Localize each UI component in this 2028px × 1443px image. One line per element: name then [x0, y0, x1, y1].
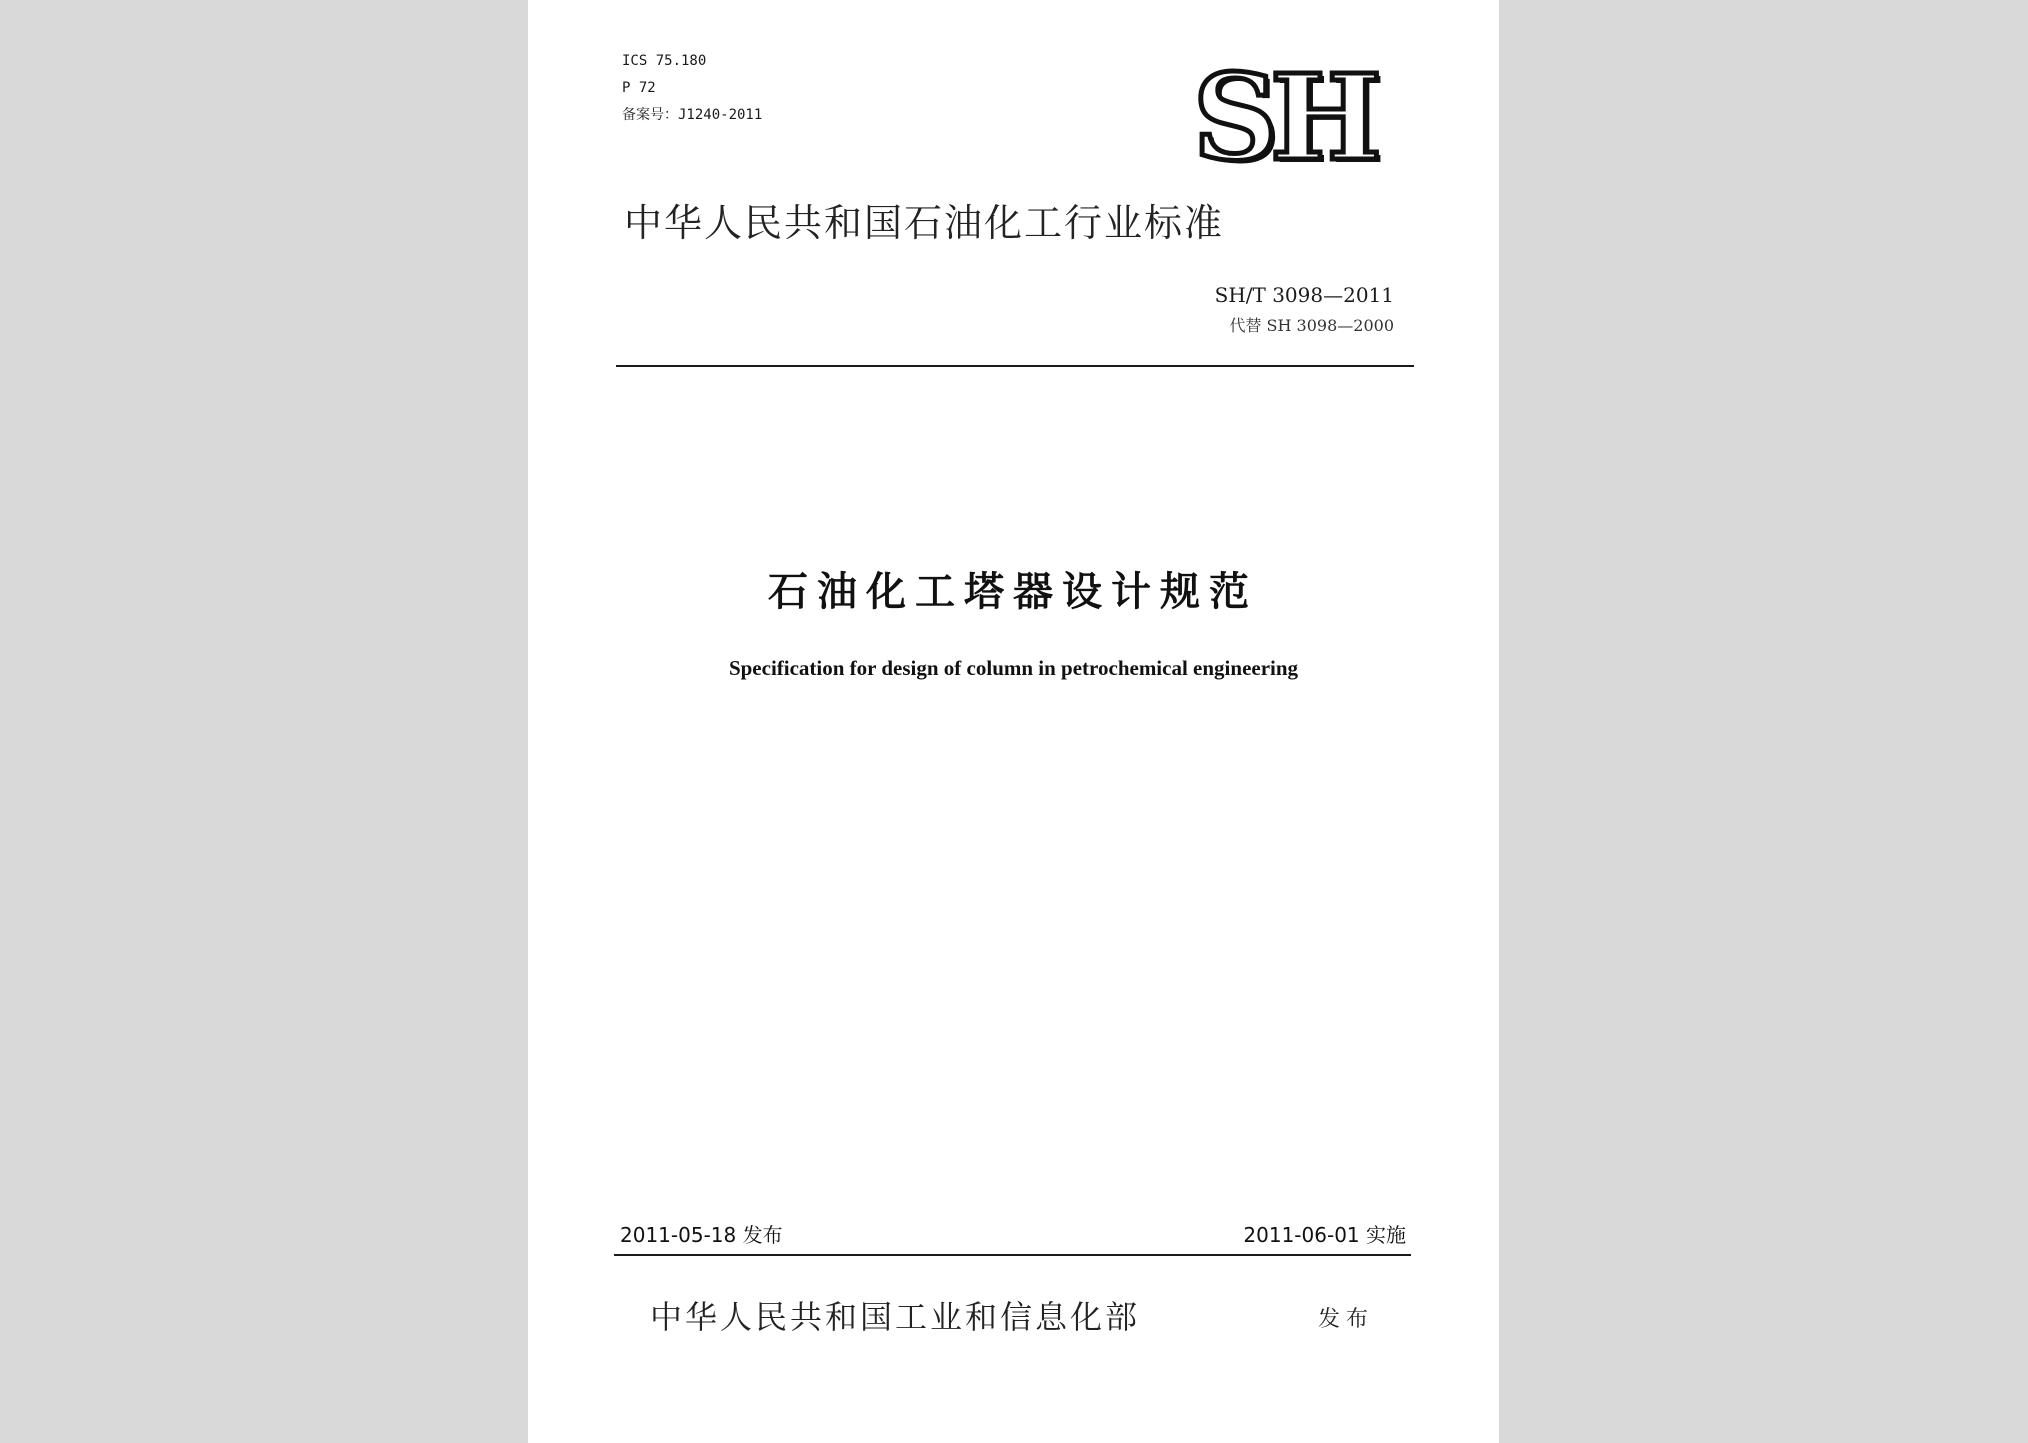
- effective-date: 2011-06-01 实施: [1243, 1223, 1406, 1247]
- ics-code: ICS 75.180: [622, 53, 707, 69]
- issuing-authority: 中华人民共和国工业和信息化部: [650, 1298, 1141, 1336]
- title-en: Specification for design of column in petrochemical engineering: [728, 656, 1299, 680]
- sh-logo: SH: [1193, 48, 1374, 187]
- standard-code: SH/T 3098—2011: [1214, 283, 1394, 307]
- footer-rule: [614, 1254, 1411, 1256]
- header-rule: [616, 365, 1414, 367]
- replaces-code: 代替 SH 3098—2000: [1229, 316, 1394, 335]
- document-page: [528, 0, 1499, 1443]
- main-title-zh: 石油化工塔器设计规范: [768, 569, 1258, 615]
- org-title: 中华人民共和国石油化工行业标准: [624, 201, 1225, 245]
- issue-date: 2011-05-18 发布: [620, 1223, 783, 1247]
- classification-code: P 72: [622, 80, 656, 96]
- record-number: 备案号：J1240-2011: [622, 107, 763, 123]
- issue-label: 发布: [1318, 1307, 1375, 1332]
